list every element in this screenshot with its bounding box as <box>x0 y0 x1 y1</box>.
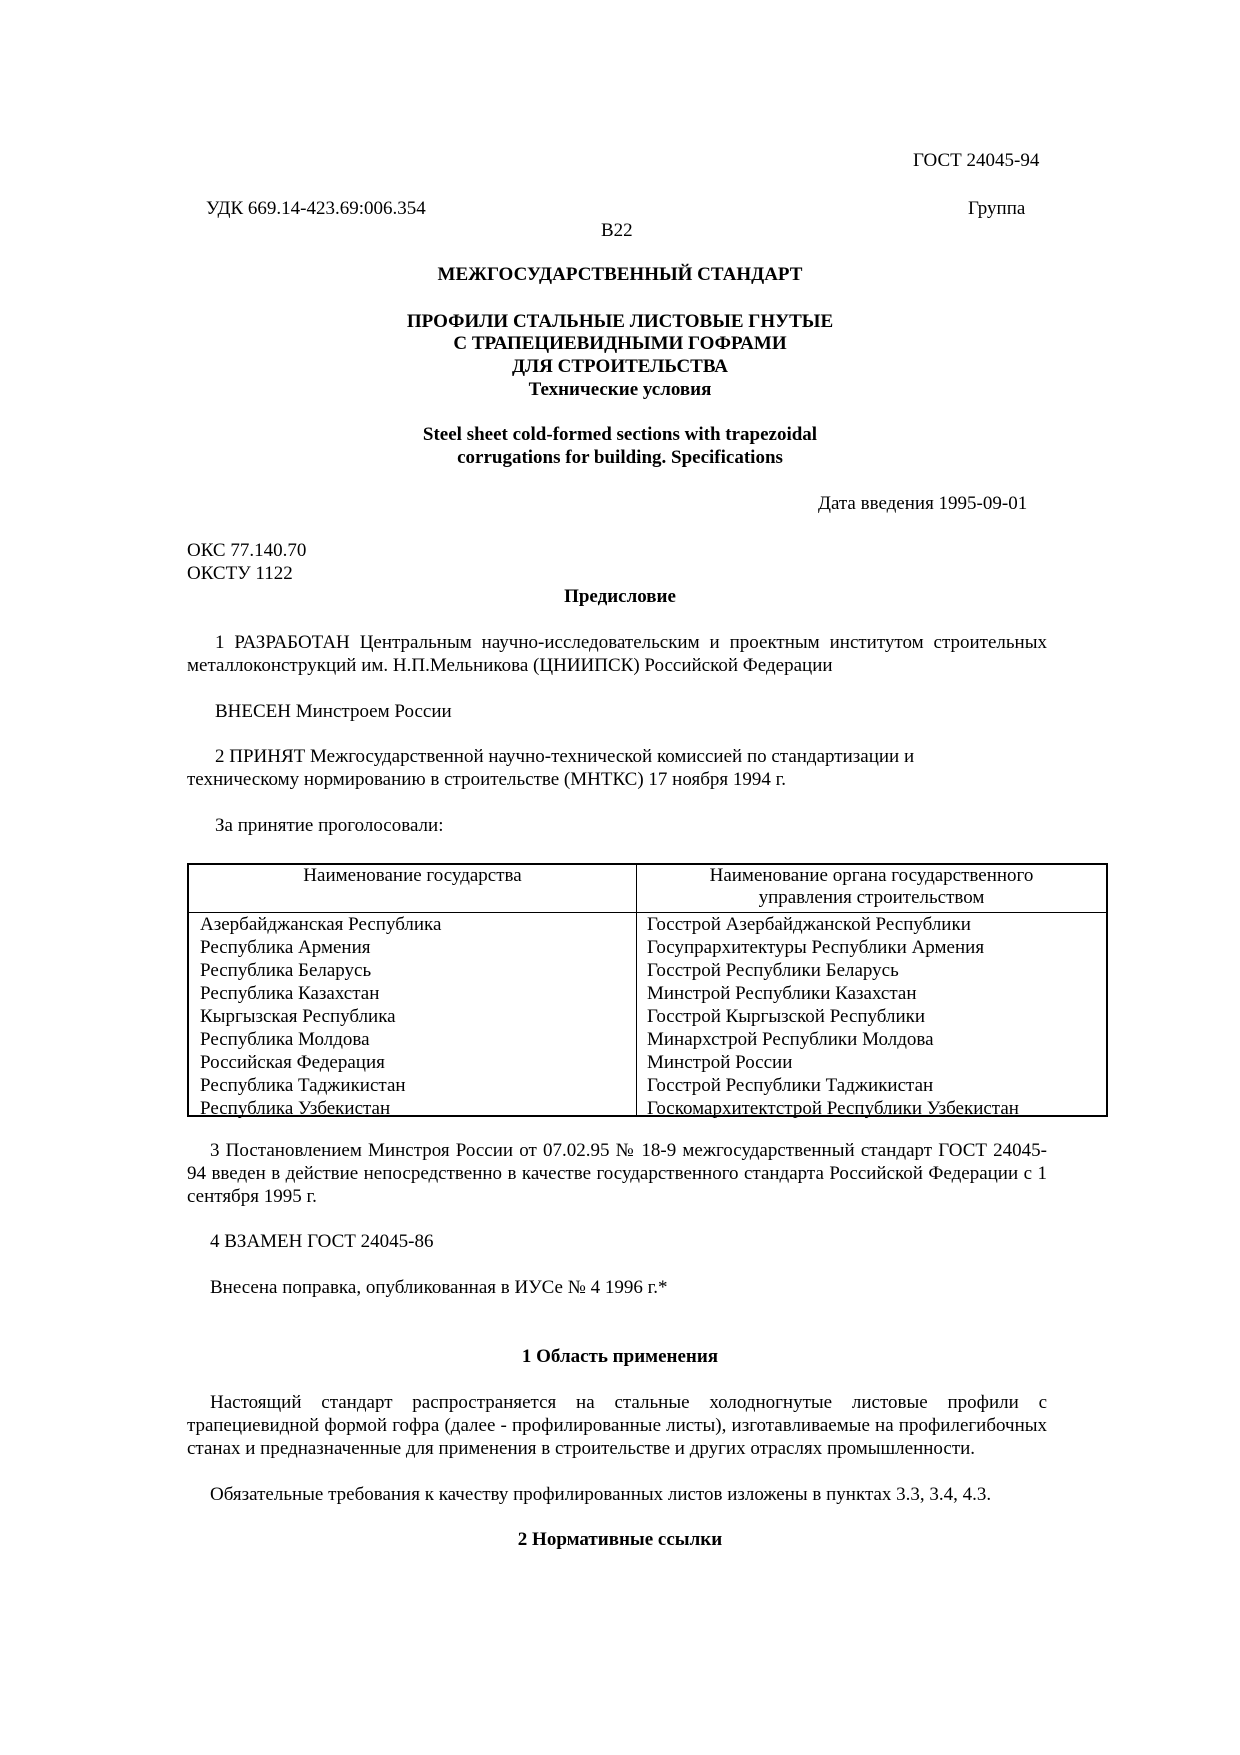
section-1-paragraph-1: Настоящий стандарт распространяется на стальные холодногнутые листовые профили с трапециевидной формой гофра (далее - профилированные листы), изготавливаемые на профилегибочных станах и предназначенные для применения в строительстве и других отраслях промышленности. <box>187 1392 1047 1459</box>
english-title-line-1: Steel sheet cold-formed sections with trapezoidal <box>422 424 818 445</box>
foreword-voted: За принятие проголосовали: <box>215 815 444 836</box>
title-line-2: С ТРАПЕЦИЕВИДНЫМИ ГОФРАМИ <box>453 333 787 354</box>
foreword-paragraph-2: 2 ПРИНЯТ Межгосударственной научно-технической комиссией по стандартизации и техническому нормированию в строительстве (МНТКС) 17 ноября 1994 г. <box>187 746 915 790</box>
table-header-state <box>189 865 636 887</box>
section-1-paragraph-2: Обязательные требования к качеству профилированных листов изложены в пунктах 3.3, 3.4, 4.3. <box>210 1484 992 1505</box>
intro-date: Дата введения 1995-09-01 <box>818 493 1028 514</box>
okstu-code: ОКСТУ 1122 <box>187 563 293 584</box>
table-cell-state: Республика Армения <box>200 937 371 958</box>
foreword-paragraph-4: 4 ВЗАМЕН ГОСТ 24045-86 <box>210 1231 434 1252</box>
table-column-states <box>200 913 441 1120</box>
voting-table <box>187 863 1108 1117</box>
table-header-body <box>637 865 1106 909</box>
foreword-heading: Предисловие <box>564 586 676 607</box>
section-2-heading: 2 Нормативные ссылки <box>517 1529 723 1550</box>
table-cell-body: Госстрой Азербайджанской Республики <box>647 914 971 935</box>
table-cell-state: Республика Узбекистан <box>200 1098 391 1119</box>
table-cell-body: Минстрой Республики Казахстан <box>647 983 917 1004</box>
table-cell-state: Азербайджанская Республика <box>200 914 442 935</box>
table-header-body-line-1: Наименование органа государственного <box>709 865 1034 886</box>
group-code: В22 <box>601 220 633 241</box>
standard-type: МЕЖГОСУДАРСТВЕННЫЙ СТАНДАРТ <box>437 264 803 285</box>
foreword-amendment: Внесена поправка, опубликованная в ИУСе № 4 1996 г.* <box>210 1277 668 1298</box>
foreword-paragraph-vnesen: ВНЕСЕН Минстроем России <box>215 701 452 722</box>
foreword-paragraph-1: 1 РАЗРАБОТАН Центральным научно-исследовательским и проектным институтом строительных металлоконструкций им. Н.П.Мельникова (ЦНИИПСК) Российской Федерации <box>187 632 1047 676</box>
table-cell-body: Госстрой Республики Беларусь <box>647 960 899 981</box>
table-header-state-label: Наименование государства <box>303 865 522 886</box>
udk-code: УДК 669.14-423.69:006.354 <box>206 198 426 219</box>
gost-number: ГОСТ 24045-94 <box>913 150 1040 171</box>
table-header-body-line-2: управления строительством <box>758 887 985 908</box>
table-cell-body: Минстрой России <box>647 1052 793 1073</box>
table-cell-body: Госстрой Республики Таджикистан <box>647 1075 934 1096</box>
title-line-3: ДЛЯ СТРОИТЕЛЬСТВА <box>511 356 729 377</box>
table-cell-body: Госупрархитектуры Республики Армения <box>647 937 985 958</box>
table-cell-body: Госкомархитектстрой Республики Узбекистан <box>647 1098 1019 1119</box>
table-cell-state: Республика Беларусь <box>200 960 372 981</box>
table-cell-body: Минархстрой Республики Молдова <box>647 1029 934 1050</box>
table-cell-body: Госстрой Кыргызской Республики <box>647 1006 926 1027</box>
section-1-heading: 1 Область применения <box>521 1346 719 1367</box>
foreword-paragraph-3: 3 Постановлением Минстроя России от 07.02.95 № 18-9 межгосударственный стандарт ГОСТ 24045-94 введен в действие непосредственно в качестве государственного стандарта Российской Федерации с 1 сентября 1995 г. <box>187 1140 1047 1207</box>
table-cell-state: Республика Таджикистан <box>200 1075 406 1096</box>
title-subtitle: Технические условия <box>528 379 712 400</box>
title-line-1: ПРОФИЛИ СТАЛЬНЫЕ ЛИСТОВЫЕ ГНУТЫЕ <box>406 311 834 332</box>
table-cell-state: Республика Молдова <box>200 1029 370 1050</box>
oks-code: ОКС 77.140.70 <box>187 540 307 561</box>
english-title-line-2: corrugations for building. Specifications <box>457 447 783 468</box>
table-cell-state: Республика Казахстан <box>200 983 380 1004</box>
table-cell-state: Российская Федерация <box>200 1052 385 1073</box>
table-cell-state: Кыргызская Республика <box>200 1006 396 1027</box>
table-column-bodies <box>647 913 1019 1120</box>
group-label: Группа <box>968 198 1026 219</box>
